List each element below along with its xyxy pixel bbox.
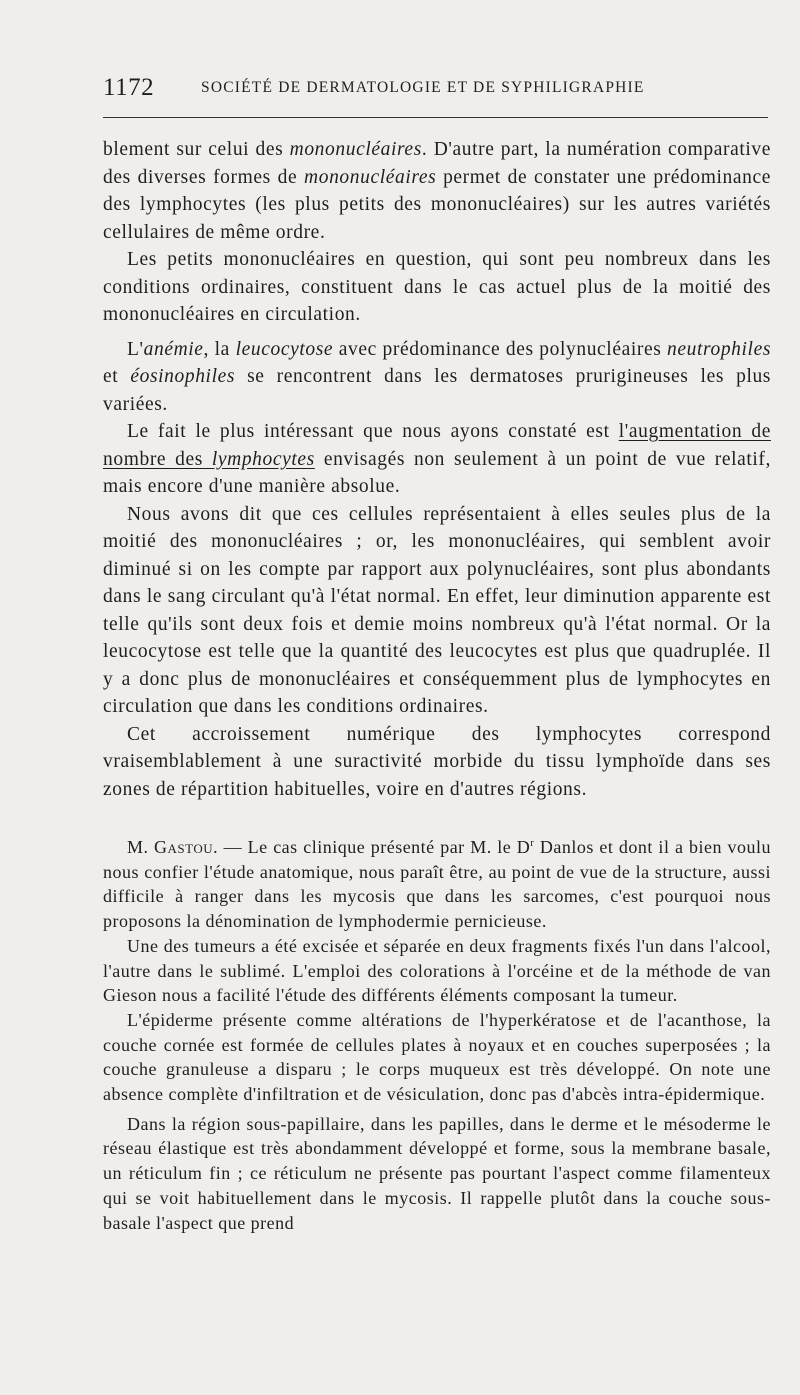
paragraph-10: Dans la région sous-papillaire, dans les papilles, dans le derme et le mésoderme le réseau élastique est très abondamment développé et forme, sous la membrane basale, un réticulum fin ; ce réticulum ne présente pas pourtant l'aspect comme filamenteux qui se voit habituellement dans le mycosis. Il rappelle plutôt dans la couche sous-basale l'aspect que prend	[103, 1113, 771, 1233]
body-text	[103, 136, 771, 1235]
p1-italic-mononucleaires: mononucléaires	[289, 139, 422, 160]
running-head: SOCIÉTÉ DE DERMATOLOGIE ET DE SYPHILIGRAPHIE	[201, 79, 645, 96]
p3-text-i: se rencontrent dans les dermatoses prurigineuses les plus variées.	[103, 366, 771, 415]
paragraph-9: L'épiderme présente comme altérations de l'hyperkératose et de l'acanthose, la couche cornée est formée de cellules plates à noyaux et en couches superposées ; la couche granuleuse a disparu ; le corps muqueux est très développé. On note une absence complète d'infiltration et de vésiculation, donc pas d'abcès intra-épidermique.	[103, 1009, 771, 1105]
p3-italic-neutrophiles: neutrophiles	[667, 338, 772, 360]
p1-text-e: permet de constater une prédominance des lymphocytes (les plus petits des mononucléaires) sur les autres variétés cellulaires de même ordre.	[103, 166, 771, 243]
p7-text-c: . — Le cas clinique présenté par M. le D	[213, 837, 531, 857]
paragraph-5: Nous avons dit que ces cellules représentaient à elles seules plus de la moitié des mononucléaires ; or, les mononucléaires, qui semblent avoir diminué si on les compte par rapport aux polynucléaires, sont plus abondants dans le sang circulant qu'à l'état normal. En effet, leur diminution apparente est telle qu'ils sont deux fois et demie moins nombreux qu'à l'état normal. Or la leucocytose est telle que la quantité des leucocytes est plus que quadruplée. Il y a donc plus de mononucléaires et conséquemment plus de lymphocytes en circulation que dans les conditions ordinaires.	[103, 503, 771, 717]
p7-text-a: M.	[127, 837, 155, 857]
p7-superscript: r	[530, 837, 535, 849]
p7-text-e: Danlos et dont il a bien voulu nous confier l'étude anatomique, nous paraît être, au point de vue de la structure, aussi difficile à ranger dans les mycosis que dans les sarcomes, c'est pourquoi nous proposons la dénomination de lymphodermie pernicieuse.	[103, 837, 771, 932]
p1-text-a: blement sur celui des	[103, 139, 290, 160]
p3-text-g: et	[103, 366, 131, 387]
p3-text-a: L'	[127, 338, 144, 360]
paragraph-2: Les petits mononucléaires en question, qui sont peu nombreux dans les conditions ordinaires, constituent dans le cas actuel plus de la moitié des mononucléaires en circulation.	[103, 249, 771, 325]
p3-italic-eosinophiles: éosinophiles	[130, 366, 236, 387]
page-number: 1172	[103, 74, 155, 101]
p1-italic-mononucleaires-2: mononucléaires	[304, 166, 437, 188]
paragraph-3	[103, 336, 771, 419]
paragraph-8: Une des tumeurs a été excisée et séparée en deux fragments fixés l'un dans l'alcool, l'autre dans le sublimé. L'emploi des colorations à l'orcéine et de la méthode de van Gieson nous a facilité l'étude des différents éléments composant la tumeur.	[103, 935, 771, 1006]
p3-italic-leucocytose: leucocytose	[235, 338, 334, 360]
p3-italic-anemie: anémie	[143, 338, 204, 360]
page-header	[103, 74, 775, 108]
p4-italic-lymphocytes: lymphocytes	[211, 448, 315, 470]
p4-text-d: envisagés non seulement à un point de vue relatif, mais encore d'une manière absolue.	[103, 448, 771, 497]
p4-text-a: Le fait le plus intéressant que nous ayons constaté est	[127, 421, 619, 442]
paragraph-6: Cet accroissement numérique des lymphocytes correspond vraisemblablement à une suractivité morbide du tissu lymphoïde dans ses zones de répartition habituelles, voire en d'autres régions.	[103, 723, 771, 800]
header-rule	[103, 117, 768, 118]
p4-underlined-text: l'augmentation de nombre des	[103, 421, 771, 470]
p3-text-e: avec prédominance des polynucléaires	[333, 338, 668, 360]
paragraph-4	[103, 418, 771, 501]
p7-author-gastou: Gastou	[154, 837, 214, 857]
p1-text-c: . D'autre part, la numération comparative des diverses formes de	[103, 139, 771, 188]
paragraph-7	[103, 831, 771, 934]
paragraph-1	[103, 136, 771, 246]
p3-text-c: , la	[203, 338, 236, 360]
